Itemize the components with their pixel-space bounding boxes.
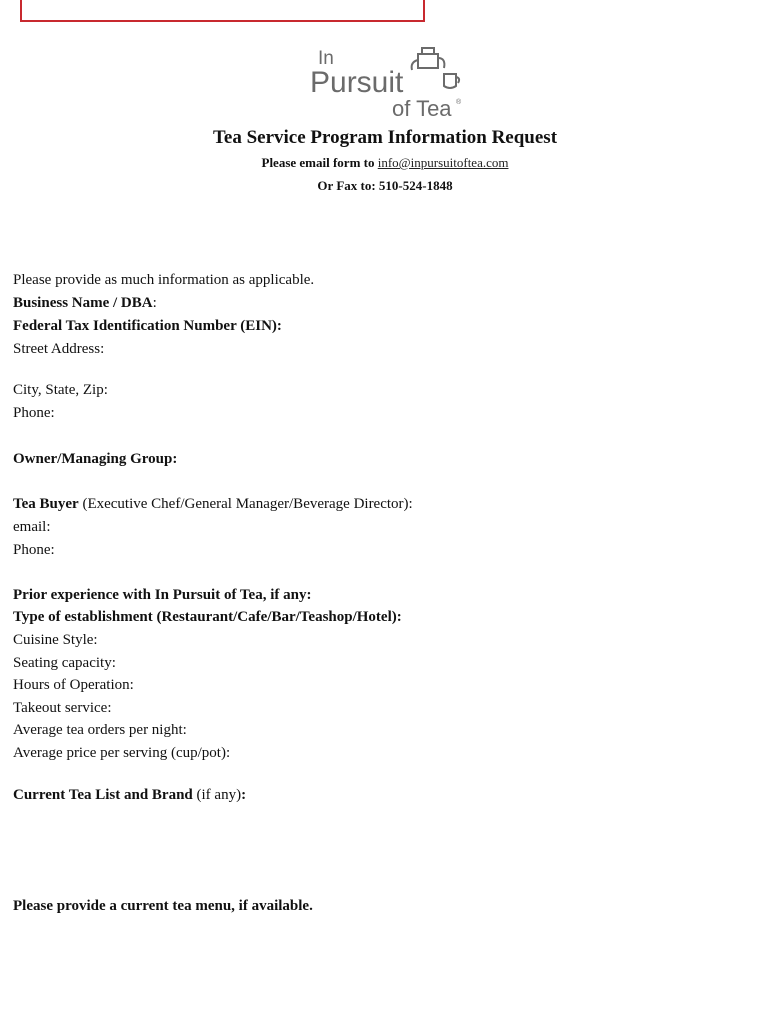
email-label: email: (13, 519, 51, 535)
establishment-type-label: Type of establishment (Restaurant/Cafe/Bar/Teashop/Hotel): (13, 609, 402, 625)
prior-experience-label: Prior experience with In Pursuit of Tea, if any: (13, 587, 312, 603)
tea-buyer-text: Tea Buyer (13, 496, 79, 512)
ein-label: Federal Tax Identification Number (EIN): (13, 318, 282, 334)
current-tea-list-colon: : (241, 787, 247, 803)
header-border-box (20, 0, 425, 22)
phone-label: Phone: (13, 405, 55, 421)
logo-pursuit-text: Pursuit (310, 66, 404, 99)
average-price-label: Average price per serving (cup/pot): (13, 745, 231, 761)
fax-instruction: Or Fax to: 510-524-1848 (317, 178, 453, 193)
business-name-label (13, 294, 157, 312)
logo-of-tea-text: of Tea (392, 96, 452, 120)
tea-buyer-label (13, 495, 413, 513)
street-address-label: Street Address: (13, 341, 105, 357)
tea-buyer-note: (Executive Chef/General Manager/Beverage Director): (78, 496, 413, 512)
business-name-text: Business Name / DBA (13, 295, 153, 311)
current-tea-list-text: Current Tea List and Brand (13, 787, 193, 803)
in-pursuit-of-tea-logo (306, 40, 464, 120)
seating-capacity-label: Seating capacity: (13, 655, 116, 671)
city-state-zip-label: City, State, Zip: (13, 382, 108, 398)
current-tea-list-note: (if any) (192, 787, 242, 803)
buyer-phone-label: Phone: (13, 542, 55, 558)
page-title: Tea Service Program Information Request (212, 127, 558, 148)
business-name-colon: : (152, 295, 157, 311)
email-instruction (0, 155, 770, 171)
tea-menu-request: Please provide a current tea menu, if available. (13, 898, 313, 914)
takeout-service-label: Takeout service: (13, 700, 112, 716)
cuisine-style-label: Cuisine Style: (13, 632, 98, 648)
current-tea-list-label (13, 786, 246, 804)
email-prefix: Please email form to (261, 155, 378, 170)
email-link[interactable]: info@inpursuitoftea.com (377, 155, 509, 170)
logo-in-text: In (318, 48, 334, 69)
hours-of-operation-label: Hours of Operation: (13, 677, 134, 693)
average-orders-label: Average tea orders per night: (13, 722, 187, 738)
owner-managing-group-label: Owner/Managing Group: (13, 451, 178, 467)
logo-registered-mark: ® (456, 99, 462, 106)
intro-text: Please provide as much information as applicable. (13, 272, 315, 288)
